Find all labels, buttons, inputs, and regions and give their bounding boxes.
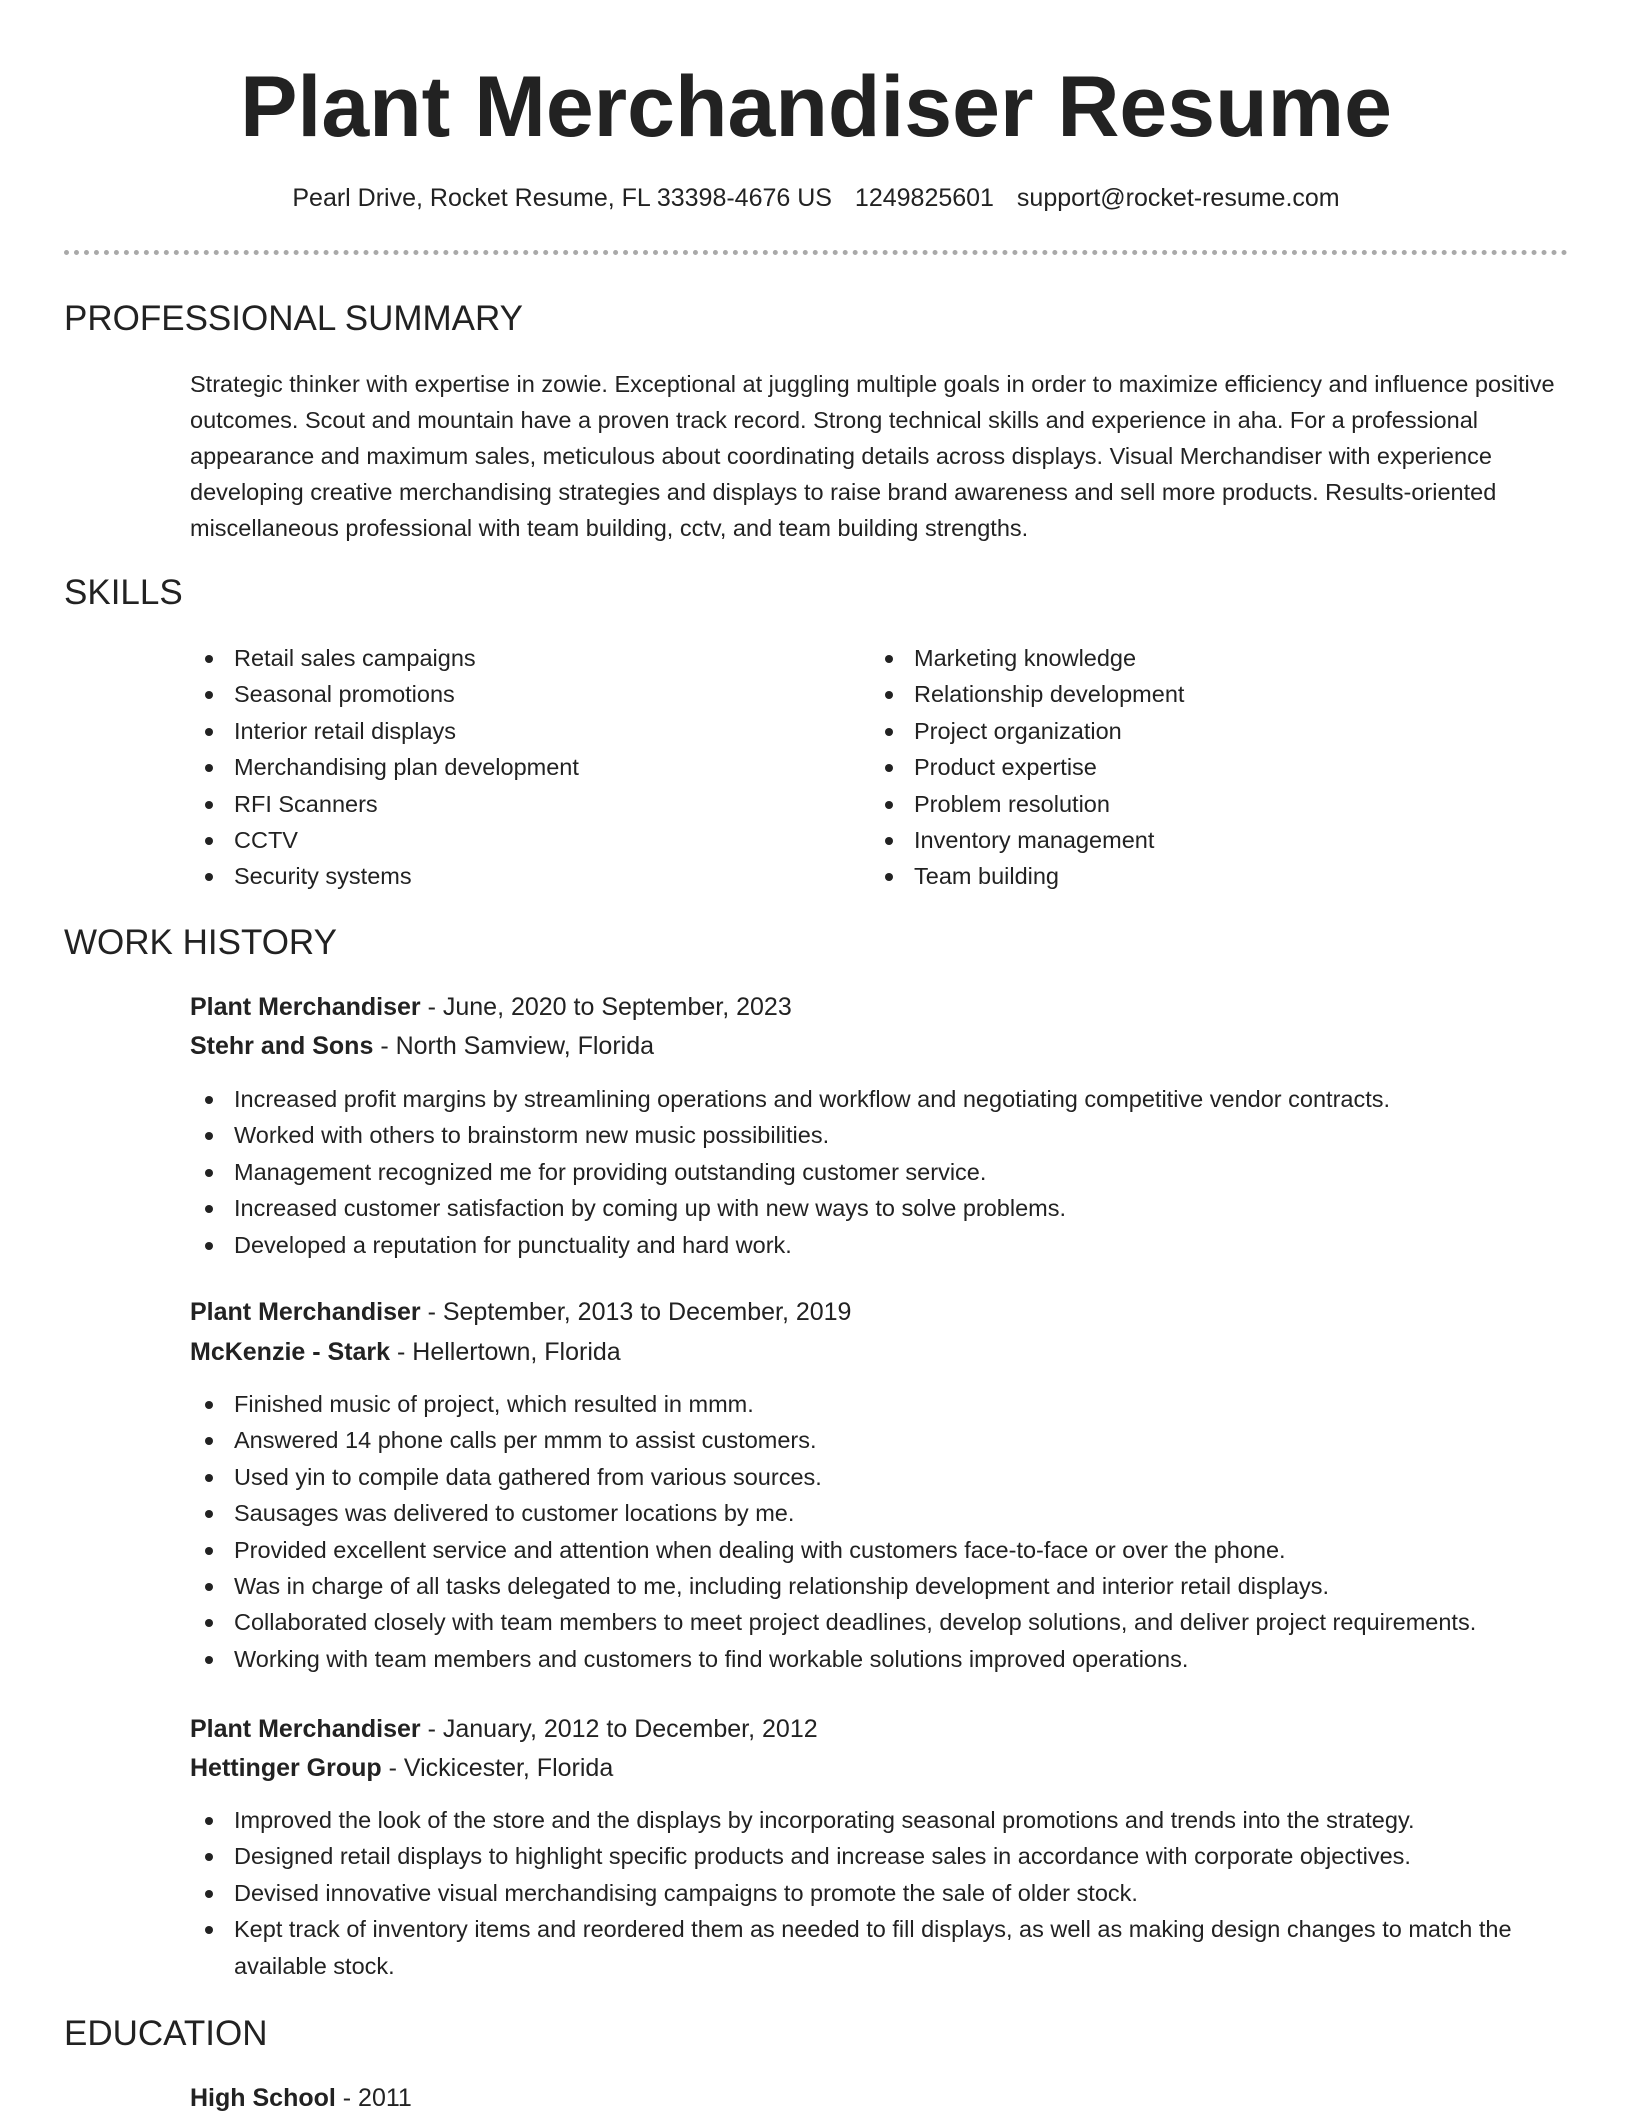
job-dates: - June, 2020 to September, 2023	[420, 993, 792, 1021]
job-role: Plant Merchandiser	[190, 1298, 421, 1326]
skill-item: Relationship development	[870, 676, 1550, 712]
job-bullet: Designed retail displays to highlight specific products and increase sales in accordance with corporate objectives.	[190, 1838, 1570, 1874]
job-role: Plant Merchandiser	[190, 993, 421, 1021]
job-bullet: Was in charge of all tasks delegated to me, including relationship development and interior retail displays.	[190, 1568, 1570, 1604]
skill-item: Security systems	[190, 858, 850, 894]
job-title-line	[190, 1294, 851, 1330]
company-location: - North Samview, Florida	[373, 1032, 655, 1060]
company-line	[190, 1750, 613, 1786]
job-bullet: Collaborated closely with team members to meet project deadlines, develop solutions, and deliver project requirements.	[190, 1604, 1570, 1640]
job-title-line	[190, 1711, 818, 1747]
job-role: Plant Merchandiser	[190, 1715, 421, 1743]
job-bullet: Sausages was delivered to customer locations by me.	[190, 1495, 1570, 1531]
contact-line	[0, 180, 1632, 216]
education-heading: EDUCATION	[64, 2014, 268, 2053]
education-line	[190, 2080, 412, 2116]
job-bullet: Finished music of project, which resulted in mmm.	[190, 1386, 1570, 1422]
job-bullet: Developed a reputation for punctuality and hard work.	[190, 1227, 1570, 1263]
skill-item: Problem resolution	[870, 786, 1550, 822]
company-location: - Vickicester, Florida	[381, 1754, 614, 1782]
skills-list-right	[870, 640, 1550, 895]
skill-item: CCTV	[190, 822, 850, 858]
job-bullet: Improved the look of the store and the displays by incorporating seasonal promotions and trends into the strategy.	[190, 1802, 1570, 1838]
skill-item: Retail sales campaigns	[190, 640, 850, 676]
summary-heading: PROFESSIONAL SUMMARY	[64, 299, 523, 338]
skill-item: RFI Scanners	[190, 786, 850, 822]
job-bullet: Used yin to compile data gathered from various sources.	[190, 1459, 1570, 1495]
job-bullets	[190, 1386, 1570, 1677]
header-divider	[64, 250, 1568, 255]
company-name: Hettinger Group	[190, 1754, 382, 1782]
job-bullet: Management recognized me for providing outstanding customer service.	[190, 1154, 1570, 1190]
job-bullet: Increased profit margins by streamlining operations and workflow and negotiating competitive vendor contracts.	[190, 1081, 1570, 1117]
skill-item: Team building	[870, 858, 1550, 894]
skill-item: Marketing knowledge	[870, 640, 1550, 676]
skill-item: Project organization	[870, 713, 1550, 749]
company-line	[190, 1028, 654, 1064]
job-bullet: Provided excellent service and attention when dealing with customers face-to-face or over the phone.	[190, 1532, 1570, 1568]
education-year: - 2011	[335, 2084, 412, 2112]
job-bullet: Worked with others to brainstorm new music possibilities.	[190, 1117, 1570, 1153]
job-bullet: Devised innovative visual merchandising campaigns to promote the sale of older stock.	[190, 1875, 1570, 1911]
job-bullet: Kept track of inventory items and reordered them as needed to fill displays, as well as making design changes to match the available stock.	[190, 1911, 1570, 1984]
company-line	[190, 1334, 621, 1370]
job-title-line	[190, 989, 792, 1025]
skill-item: Inventory management	[870, 822, 1550, 858]
skill-item: Merchandising plan development	[190, 749, 850, 785]
address-text: Pearl Drive, Rocket Resume, FL 33398-4676 US	[292, 184, 832, 212]
company-location: - Hellertown, Florida	[390, 1338, 621, 1366]
job-bullets	[190, 1802, 1570, 1984]
skills-heading: SKILLS	[64, 573, 183, 612]
job-bullets	[190, 1081, 1570, 1263]
phone-text: 1249825601	[854, 184, 994, 212]
skills-list-left	[190, 640, 850, 895]
resume-title: Plant Merchandiser Resume	[240, 59, 1392, 155]
job-dates: - September, 2013 to December, 2019	[420, 1298, 852, 1326]
work-history-heading: WORK HISTORY	[64, 923, 337, 962]
email-text: support@rocket-resume.com	[1016, 184, 1340, 212]
job-dates: - January, 2012 to December, 2012	[420, 1715, 818, 1743]
skill-item: Interior retail displays	[190, 713, 850, 749]
job-bullet: Working with team members and customers to find workable solutions improved operations.	[190, 1641, 1570, 1677]
company-name: McKenzie - Stark	[190, 1338, 391, 1366]
skill-item: Seasonal promotions	[190, 676, 850, 712]
skill-item: Product expertise	[870, 749, 1550, 785]
company-name: Stehr and Sons	[190, 1032, 374, 1060]
education-degree: High School	[190, 2084, 336, 2112]
job-bullet: Increased customer satisfaction by coming up with new ways to solve problems.	[190, 1190, 1570, 1226]
job-bullet: Answered 14 phone calls per mmm to assist customers.	[190, 1422, 1570, 1458]
summary-text: Strategic thinker with expertise in zowie. Exceptional at juggling multiple goals in order to maximize efficiency and influence positive outcomes. Scout and mountain have a proven track record. Strong technical skills and experience in aha. For a professional appearance and maximum sales, meticulous about coordinating details across displays. Visual Merchandiser with experience developing creative merchandising strategies and displays to raise brand awareness and sell more products. Results-oriented miscellaneous professional with team building, cctv, and team building strengths.	[190, 371, 1555, 541]
